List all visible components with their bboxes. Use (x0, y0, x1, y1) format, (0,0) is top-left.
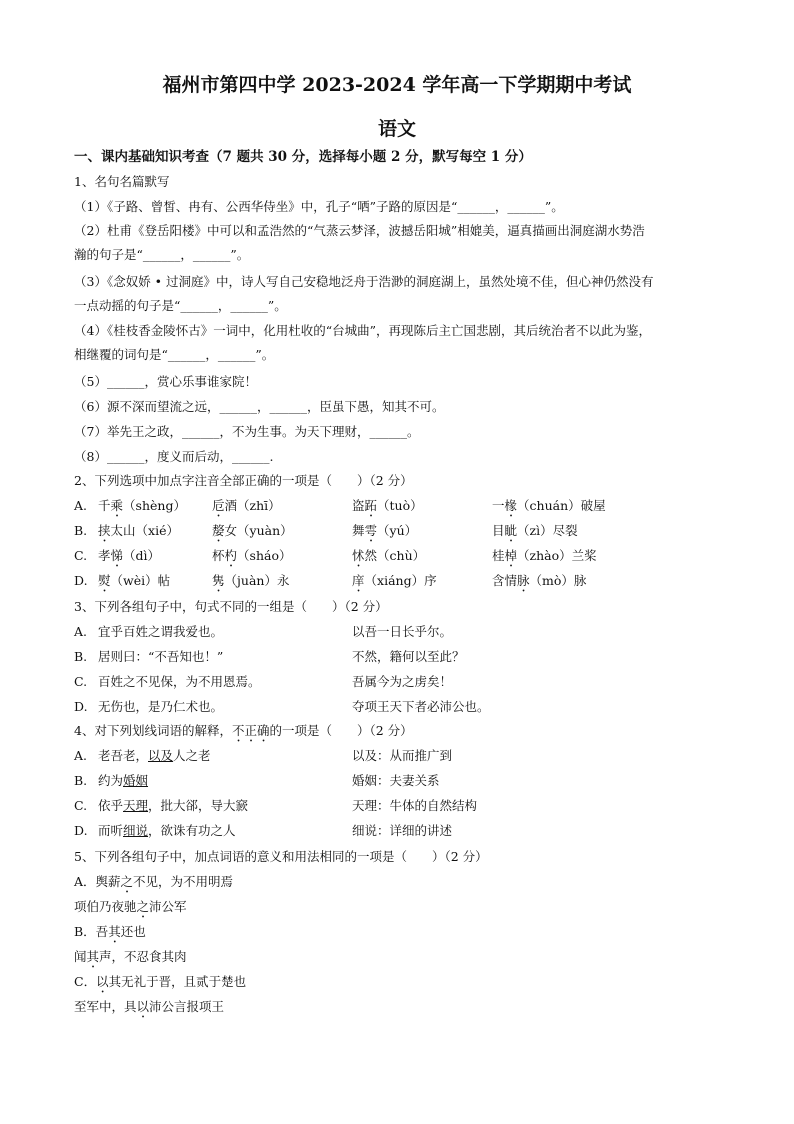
option-cell (492, 522, 578, 545)
emphasized-char: 椽 (504, 498, 518, 513)
cell-text: 一 (492, 498, 505, 513)
option-right: 夺项王天下者必沛公也。 (352, 699, 490, 714)
option-left (98, 772, 148, 790)
line-text: 声，不忍食其肉 (99, 949, 187, 964)
option-label: C. (74, 674, 88, 689)
option-cell (212, 497, 281, 520)
option-label: A. (74, 748, 88, 763)
cell-text: 女（yuàn） (224, 523, 293, 538)
q5-line (74, 898, 187, 921)
option-cell (352, 522, 417, 545)
emphasized-char: 脉 (517, 573, 530, 588)
q1-line: （7）举先王之政，______，不为生事。为天下理财，______。 (74, 424, 420, 439)
cell-text: 舞 (352, 523, 365, 538)
line-text: A．舆薪 (74, 874, 121, 889)
cell-text: 孝 (98, 548, 111, 563)
emphasized-char: 卮 (212, 498, 225, 513)
line-text: C． (74, 974, 97, 989)
q5-line (74, 873, 233, 896)
emphasized-word: 其 (86, 949, 100, 964)
option-label: B. (74, 649, 88, 664)
option-cell (492, 572, 586, 595)
q5-line (74, 973, 246, 996)
cell-text: （tuò） (377, 498, 423, 513)
option-text: ，欲诛有功之人 (148, 823, 236, 838)
option-text: 约为 (98, 773, 124, 788)
line-text: 不见，为不用明焉 (133, 874, 234, 889)
emphasized-word: 之 (120, 874, 134, 889)
cell-text: （zhào）兰桨 (517, 548, 597, 563)
line-text: 沛公言报项王 (149, 999, 225, 1014)
option-label: D. (74, 823, 88, 838)
line-text: B．吾 (74, 924, 109, 939)
option-left (98, 797, 248, 815)
line-text: 沛公军 (149, 899, 187, 914)
question-1-title: 1、名句名篇默写 (74, 174, 170, 189)
option-left (98, 747, 211, 765)
cell-text: 目 (492, 523, 505, 538)
emphasized-char: 挟 (98, 523, 111, 538)
option-cell (98, 497, 186, 520)
cell-text: 杯 (212, 548, 225, 563)
cell-text: 太山（xié） (110, 523, 179, 538)
emphasized-char: 眦 (504, 523, 518, 538)
line-text: 还也 (120, 924, 146, 939)
emphasized-word: 之 (136, 899, 150, 914)
option-left (98, 822, 236, 840)
emphasized-char: 隽 (212, 573, 225, 588)
section-heading: 一、课内基础知识考查（7 题共 30 分，选择每小题 2 分，默写每空 1 分） (74, 149, 532, 165)
underlined-word: 细说 (123, 823, 149, 838)
cell-text: （zì）尽裂 (517, 523, 578, 538)
q5-line (74, 998, 224, 1021)
q1-line: 相继覆的词句是“______，______”。 (74, 347, 275, 362)
option-left: 百姓之不见保，为不用恩焉。 (98, 674, 261, 689)
q4-stem-emphasis: 不正确 (231, 723, 270, 738)
underlined-word: 婚姻 (123, 773, 149, 788)
option-cell (98, 522, 179, 545)
cell-text: 然（chù） (364, 548, 426, 563)
cell-text: （sháo） (237, 548, 292, 563)
option-cell (98, 572, 170, 595)
line-text: 其无礼于晋，且贰于楚也 (108, 974, 247, 989)
option-cell (352, 497, 423, 520)
option-label: D. (74, 699, 88, 714)
emphasized-word: 以 (96, 974, 109, 989)
subject-title: 语文 (377, 118, 416, 140)
option-cell (352, 572, 437, 595)
cell-text: 千 (98, 498, 111, 513)
option-cell (492, 547, 597, 570)
emphasized-char: 庠 (352, 573, 365, 588)
cell-text: 含情 (492, 573, 518, 588)
exam-title: 福州市第四中学 2023-2024 学年高一下学期期中考试 (162, 74, 632, 96)
cell-text: （xiáng）序 (364, 573, 437, 588)
option-cell (352, 547, 425, 570)
question-4-stem (74, 722, 413, 745)
emphasized-char: 棹 (504, 548, 518, 563)
underlined-word: 以及 (148, 748, 174, 763)
q4-stem-before: 4、对下列划线词语的解释， (74, 723, 232, 738)
question-3-stem: 3、下列各组句子中，句式不同的一组是（ ）（2 分） (74, 599, 388, 614)
option-right: 细说：详细的讲述 (352, 823, 453, 838)
question-2-stem: 2、下列选项中加点字注音全部正确的一项是（ ）（2 分） (74, 473, 413, 488)
q1-line: 瀚的句子是“______，______”。 (74, 247, 250, 262)
option-text: 老吾老， (98, 748, 149, 763)
emphasized-char: 跖 (364, 498, 378, 513)
option-label: B. (74, 773, 88, 788)
cell-text: （shèng） (123, 498, 186, 513)
option-label: C. (74, 798, 88, 813)
option-label: C. (74, 548, 88, 563)
cell-text: 盗 (352, 498, 365, 513)
option-cell (98, 547, 160, 570)
q1-line: （6）源不深而望流之远，______，______，臣虽下愚，知其不可。 (74, 399, 445, 414)
q1-line: （4）《桂枝香金陵怀古》一词中，化用杜收的“台城曲”，再现陈后主亡国悲剧，其后统治者不以此为鉴， (74, 323, 651, 338)
cell-text: 酒（zhī） (224, 498, 281, 513)
option-label: D. (74, 573, 88, 588)
line-text: 闻 (74, 949, 87, 964)
cell-text: 桂 (492, 548, 505, 563)
option-right: 吾属今为之虏矣！ (352, 674, 453, 689)
option-label: B. (74, 523, 88, 538)
q4-stem-after: 的一项是（ ）（2 分） (269, 723, 413, 738)
cell-text: （juàn）永 (224, 573, 290, 588)
emphasized-word: 其 (108, 924, 121, 939)
q1-line: （3）《念奴娇 • 过洞庭》中，诗人写自己安稳地泛舟于浩渺的洞庭湖上，虽然处境不佳，但心神仍然没有 (74, 274, 654, 289)
option-right: 婚姻：夫妻关系 (352, 773, 440, 788)
option-left: 居则曰：“不吾知也！” (98, 649, 224, 664)
option-label: A. (74, 498, 88, 513)
emphasized-char: 乘 (110, 498, 124, 513)
option-label: A. (74, 624, 88, 639)
underlined-word: 天理 (123, 798, 149, 813)
option-cell (212, 547, 291, 570)
q1-line: （5）______，赏心乐事谁家院！ (74, 374, 257, 389)
emphasized-char: 熨 (98, 573, 111, 588)
q1-line: （8）______，度义而后动，______. (74, 449, 274, 464)
cell-text: （chuán）破屋 (517, 498, 606, 513)
line-text: 项伯乃夜驰 (74, 899, 137, 914)
emphasized-char: 嫠 (212, 523, 225, 538)
option-cell (212, 572, 289, 595)
cell-text: （wèi）帖 (110, 573, 171, 588)
line-text: 至军中，具 (74, 999, 137, 1014)
emphasized-char: 悌 (110, 548, 124, 563)
cell-text: （dì） (123, 548, 161, 563)
option-left: 宜乎百姓之谓我爱也。 (98, 624, 224, 639)
option-cell (212, 522, 293, 545)
option-right: 天理：牛体的自然结构 (352, 798, 478, 813)
option-text: 依乎 (98, 798, 124, 813)
emphasized-char: 怵 (352, 548, 365, 563)
cell-text: （mò）脉 (529, 573, 587, 588)
q1-line: （1）《子路、曾皙、冉有、公西华侍坐》中，孔子“哂”子路的原因是“______，______”。 (74, 199, 564, 214)
cell-text: （yú） (377, 523, 418, 538)
option-text: 人之老 (173, 748, 211, 763)
question-5-stem: 5、下列各组句子中，加点词语的意义和用法相同的一项是（ ）（2 分） (74, 849, 488, 864)
option-right: 以吾一日长乎尔。 (352, 624, 453, 639)
option-text: 而听 (98, 823, 124, 838)
emphasized-char: 雩 (364, 523, 378, 538)
option-cell (492, 497, 606, 520)
emphasized-word: 以 (136, 999, 150, 1014)
emphasized-char: 杓 (224, 548, 238, 563)
q1-line: 一点动摇的句子是“______，______”。 (74, 298, 287, 313)
option-left: 无伤也，是乃仁术也。 (98, 699, 224, 714)
option-right: 不然，籍何以至此？ (352, 649, 465, 664)
option-text: ，批大郤，导大窾 (148, 798, 249, 813)
q1-line: （2）杜甫《登岳阳楼》中可以和孟浩然的“气蒸云梦泽，波撼岳阳城”相媲美，逼真描画出洞庭湖水势浩 (74, 223, 645, 238)
q5-line (74, 948, 187, 971)
q5-line (74, 923, 146, 946)
option-right: 以及：从而推广到 (352, 748, 453, 763)
